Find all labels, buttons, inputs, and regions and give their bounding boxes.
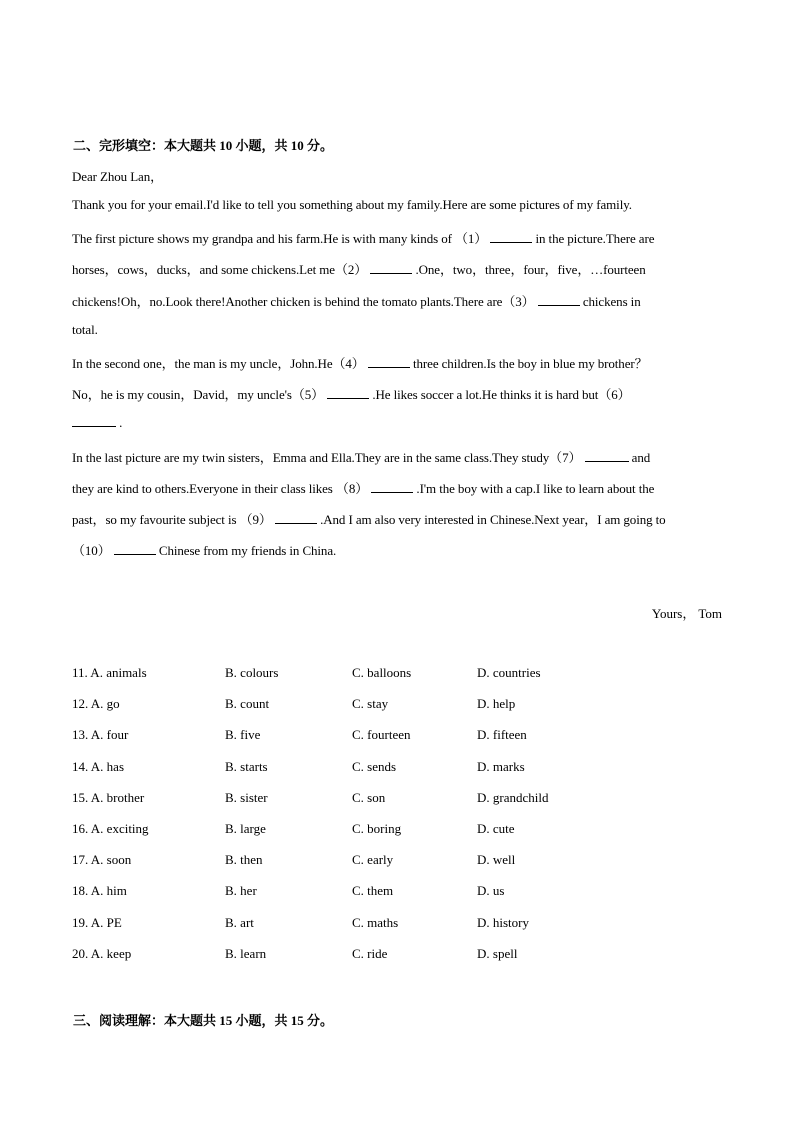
letter-line xyxy=(72,322,98,338)
question-14-options xyxy=(72,759,632,777)
line-text-after-blank: three children.Is the boy in blue my brother？ xyxy=(409,356,648,371)
option-c: C. balloons xyxy=(352,665,412,680)
option-c: C. them xyxy=(352,883,394,899)
question-18-options xyxy=(72,883,632,901)
option-a: 14. A. has xyxy=(72,758,124,774)
line-text: （10） xyxy=(72,543,114,559)
question-15-options xyxy=(72,790,632,808)
option-b: B. art xyxy=(225,914,254,930)
line-text: In the second one，the man is my uncle，John.He（4） xyxy=(72,356,368,371)
option-c: C. ride xyxy=(352,945,388,961)
option-d: D. grandchild xyxy=(477,789,549,805)
option-b: B. learn xyxy=(225,945,267,961)
line-text: In the last picture are my twin sisters，Emma and Ella.They are in the same class.They study（7） xyxy=(72,449,585,465)
letter-signature: Yours， Tom xyxy=(651,606,722,621)
line-text: horses，cows，ducks，and some chickens.Let me（2） xyxy=(72,262,371,278)
line-text-after-blank: .One，two，three，four，five，…fourteen xyxy=(412,262,646,278)
letter-line xyxy=(72,384,631,403)
option-a: 18. A. him xyxy=(72,883,127,899)
answer-blank xyxy=(114,544,156,555)
letter-line xyxy=(72,415,122,431)
option-c: C. sends xyxy=(352,758,397,774)
question-12-options xyxy=(72,696,632,714)
answer-blank xyxy=(585,451,629,462)
option-a: 19. A. PE xyxy=(72,914,122,930)
letter-line xyxy=(72,228,654,247)
line-text: chickens!Oh，no.Look there!Another chicken is behind the tomato plants.There are（3） xyxy=(72,293,538,309)
question-19-options xyxy=(72,915,632,933)
question-16-options xyxy=(72,821,632,839)
line-text: The first picture shows my grandpa and his farm.He is with many kinds of （1） xyxy=(72,231,491,247)
option-a: 17. A. soon xyxy=(72,852,132,868)
option-d: D. cute xyxy=(477,821,515,836)
line-text-after-blank: .And I am also very interested in Chinese.Next year，I am going to xyxy=(316,512,666,527)
line-text: total. xyxy=(72,321,98,337)
option-b: B. her xyxy=(225,883,257,899)
option-d: D. spell xyxy=(477,945,518,961)
option-a: 20. A. keep xyxy=(72,945,132,961)
answer-blank xyxy=(371,482,413,493)
answer-blank xyxy=(490,232,532,243)
option-d: D. countries xyxy=(477,665,541,680)
option-b: B. starts xyxy=(225,758,268,774)
letter-greeting: Dear Zhou Lan， xyxy=(72,169,164,184)
line-text-after-blank: in the picture.There are xyxy=(532,231,655,247)
option-d: D. fifteen xyxy=(477,727,527,743)
line-text-after-blank: .I'm the boy with a cap.I like to learn about the xyxy=(413,480,655,496)
line-text: past，so my favourite subject is （9） xyxy=(72,512,275,527)
letter-line xyxy=(72,509,666,528)
line-text-after-blank: and xyxy=(628,449,651,465)
option-b: B. five xyxy=(225,727,261,743)
option-d: D. help xyxy=(477,696,516,712)
section-3-title: 三、阅读理解：本大题共 15 小题，共 15 分。 xyxy=(73,1013,334,1028)
question-20-options xyxy=(72,946,632,964)
option-c: C. boring xyxy=(352,821,402,836)
option-c: C. early xyxy=(352,852,394,868)
question-11-options xyxy=(72,665,632,683)
letter-line xyxy=(72,353,648,372)
letter-line xyxy=(72,259,646,278)
line-text: No，he is my cousin，David，my uncle's（5） xyxy=(72,387,328,403)
option-a: 13. A. four xyxy=(72,727,129,743)
letter-line xyxy=(72,291,641,310)
letter-line xyxy=(72,540,336,559)
line-text: Thank you for your email.I'd like to tell you something about my family.Here are some pictures of my family. xyxy=(72,197,632,212)
letter-line xyxy=(72,447,650,466)
option-a: 12. A. go xyxy=(72,696,120,712)
option-b: B. then xyxy=(225,852,263,868)
answer-blank xyxy=(327,388,369,399)
option-a: 16. A. exciting xyxy=(72,821,149,836)
answer-blank xyxy=(370,263,412,274)
question-17-options xyxy=(72,852,632,870)
question-13-options xyxy=(72,727,632,745)
option-c: C. fourteen xyxy=(352,727,411,743)
line-text-after-blank: chickens in xyxy=(579,293,641,309)
answer-blank xyxy=(275,513,317,524)
option-d: D. well xyxy=(477,852,516,868)
option-c: C. son xyxy=(352,789,386,805)
answer-blank xyxy=(72,416,116,427)
option-b: B. large xyxy=(225,821,266,836)
answer-blank xyxy=(538,295,580,306)
option-c: C. maths xyxy=(352,914,399,930)
line-text-after-blank: Chinese from my friends in China. xyxy=(155,543,337,559)
option-d: D. history xyxy=(477,914,529,930)
option-d: D. marks xyxy=(477,758,525,774)
answer-blank xyxy=(368,357,410,368)
section-2-title: 二、完形填空：本大题共 10 小题，共 10 分。 xyxy=(73,138,334,153)
option-a: 15. A. brother xyxy=(72,789,145,805)
letter-line xyxy=(72,197,632,213)
line-text: they are kind to others.Everyone in their class likes （8） xyxy=(72,480,372,496)
option-c: C. stay xyxy=(352,696,389,712)
option-b: B. colours xyxy=(225,665,279,680)
option-b: B. count xyxy=(225,696,270,712)
option-d: D. us xyxy=(477,883,505,899)
option-a: 11. A. animals xyxy=(72,665,147,680)
letter-line xyxy=(72,478,654,497)
option-b: B. sister xyxy=(225,789,268,805)
line-text-after-blank: .He likes soccer a lot.He thinks it is hard but（6） xyxy=(369,387,631,403)
line-text-after-blank: . xyxy=(116,415,123,431)
